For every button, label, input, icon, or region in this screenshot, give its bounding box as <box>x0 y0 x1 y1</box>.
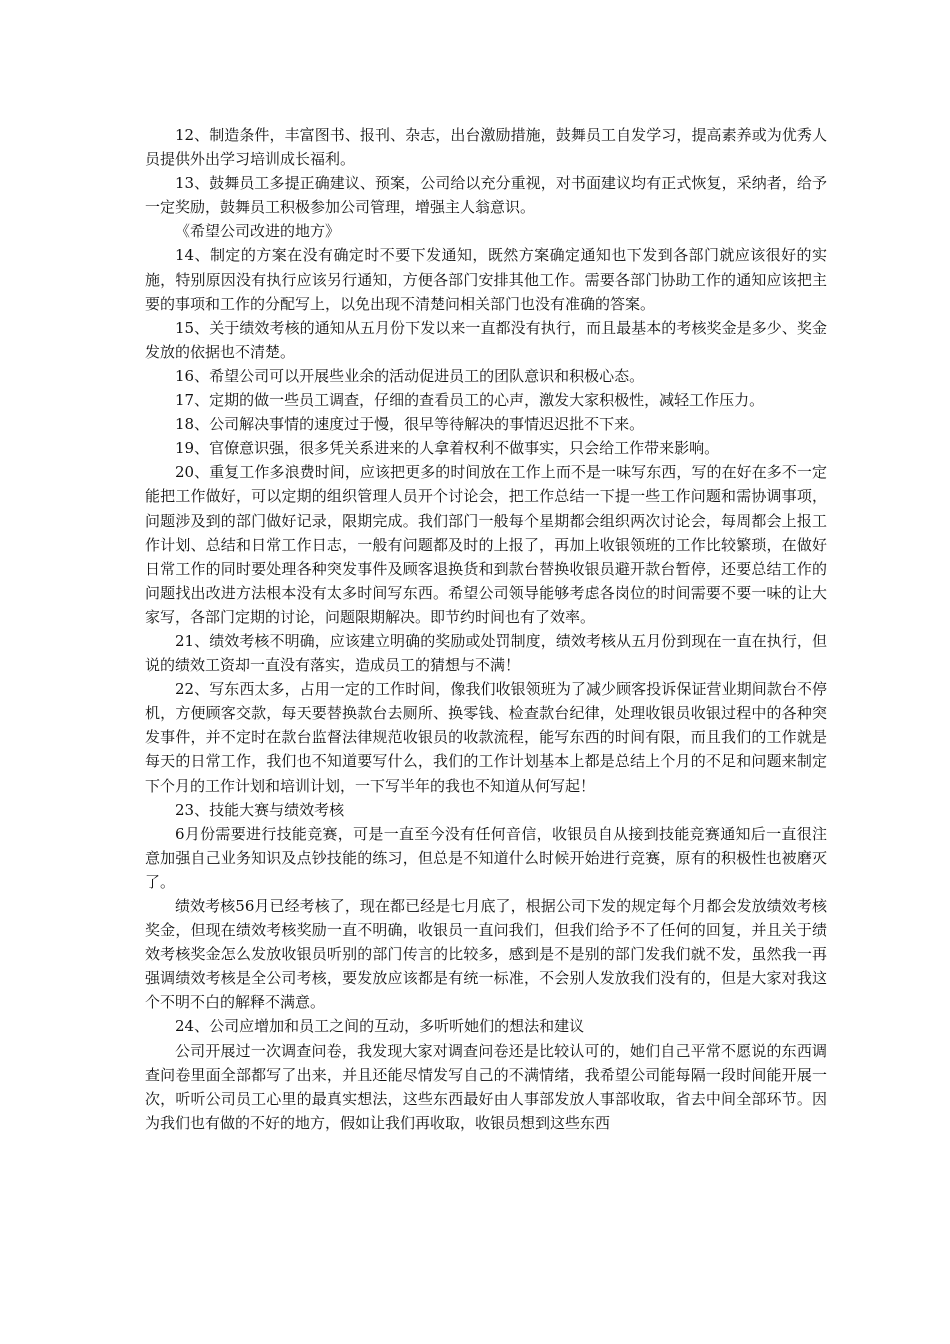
paragraph-17: 17、定期的做一些员工调查，仔细的查看员工的心声，激发大家积极性，减轻工作压力。 <box>175 391 765 410</box>
paragraph-23-heading: 23、技能大赛与绩效考核 <box>175 800 345 819</box>
paragraph-skills-contest: 6月份需要进行技能竞赛，可是一直至今没有任何音信，收银员自从接到技能竞赛通知后一直很注意加强自己业务知识及点钞技能的练习，但总是不知道什么时候开始进行竞赛，原有的积极性也被磨灭了。 <box>145 824 827 891</box>
paragraph-12: 12、制造条件，丰富图书、报刊、杂志，出台激励措施，鼓舞员工自发学习，提高素养或为优秀人员提供外出学习培训成长福利。 <box>145 126 827 169</box>
paragraph-13: 13、鼓舞员工多提正确建议、预案，公司给以充分重视，对书面建议均有正式恢复，采纳者，给予一定奖励，鼓舞员工积极参加公司管理，增强主人翁意识。 <box>145 174 827 217</box>
paragraph-survey: 公司开展过一次调查问卷，我发现大家对调查问卷还是比较认可的，她们自己平常不愿说的东西调查问卷里面全部都写了出来，并且还能尽情发写自己的不满情绪，我希望公司能每隔一段时间能开展一次，听听公司员工心里的最真实想法，这些东西最好由人事部发放人事部收取，省去中间全部环节。因为我们也有做的不好的地方，假如让我们再收取，收银员想到这些东西 <box>145 1041 827 1132</box>
paragraph-18: 18、公司解决事情的速度过于慢，很早等待解决的事情迟迟批不下来。 <box>175 415 645 434</box>
section-heading-improvements: 《希望公司改进的地方》 <box>175 222 341 241</box>
paragraph-24-heading: 24、公司应增加和员工之间的互动，多听听她们的想法和建议 <box>175 1017 585 1036</box>
paragraph-14: 14、制定的方案在没有确定时不要下发通知，既然方案确定通知也下发到各部门就应该很好的实施，特别原因没有执行应该另行通知，方便各部门安排其他工作。需要各部门协助工作的通知应该把主要的事项和工作的分配写上，以免出现不清楚问相关部门也没有准确的答案。 <box>145 246 827 313</box>
paragraph-performance-bonus: 绩效考核56月已经考核了，现在都已经是七月底了，根据公司下发的规定每个月都会发放绩效考核奖金，但现在绩效考核奖励一直不明确，收银员一直问我们，但我们给予不了任何的回复，并且关于绩效考核奖金怎么发放收银员听别的部门传言的比较多，感到是不是别的部门发我们就不发，虽然我一再强调绩效考核是全公司考核，要发放应该都是有统一标准，不会别人发放我们没有的，但是大家对我这个不明不白的解释不满意。 <box>145 897 827 1012</box>
paragraph-15: 15、关于绩效考核的通知从五月份下发以来一直都没有执行，而且最基本的考核奖金是多少、奖金发放的依据也不清楚。 <box>145 318 827 361</box>
paragraph-22: 22、写东西太多，占用一定的工作时间，像我们收银领班为了减少顾客投诉保证营业期间款台不停机，方便顾客交款，每天要替换款台去厕所、换零钱、检查款台纪律，处理收银员收银过程中的各种突发事件，并不定时在款台监督法律规范收银员的收款流程，能写东西的时间有限，而且我们的工作就是每天的日常工作，我们也不知道要写什么，我们的工作计划基本上都是总结上个月的不足和问题来制定下个月的工作计划和培训计划，一下写半年的我也不知道从何写起！ <box>145 680 827 795</box>
paragraph-21: 21、绩效考核不明确，应该建立明确的奖励或处罚制度，绩效考核从五月份到现在一直在执行，但说的绩效工资却一直没有落实，造成员工的猜想与不满！ <box>145 631 827 675</box>
paragraph-19: 19、官僚意识强，很多凭关系进来的人拿着权利不做事实，只会给工作带来影响。 <box>175 439 720 458</box>
paragraph-16: 16、希望公司可以开展些业余的活动促进员工的团队意识和积极心态。 <box>175 366 645 385</box>
document-page <box>145 123 827 1135</box>
paragraph-20: 20、重复工作多浪费时间，应该把更多的时间放在工作上而不是一味写东西，写的在好在多不一定能把工作做好，可以定期的组织管理人员开个讨论会，把工作总结一下提一些工作问题和需协调事项，问题涉及到的部门做好记录，限期完成。我们部门一般每个星期都会组织两次讨论会，每周都会上报工作计划、总结和日常工作日志，一般有问题都及时的上报了，再加上收银领班的工作比较繁琐，在做好日常工作的同时要处理各种突发事件及顾客退换货和到款台替换收银员避开款台暂停，还要总结工作的问题找出改进方法根本没有太多时间写东西。希望公司领导能够考虑各岗位的时间需要不要一味的让大家写，各部门定期的讨论，问题限期解决。即节约时间也有了效率。 <box>145 463 827 626</box>
